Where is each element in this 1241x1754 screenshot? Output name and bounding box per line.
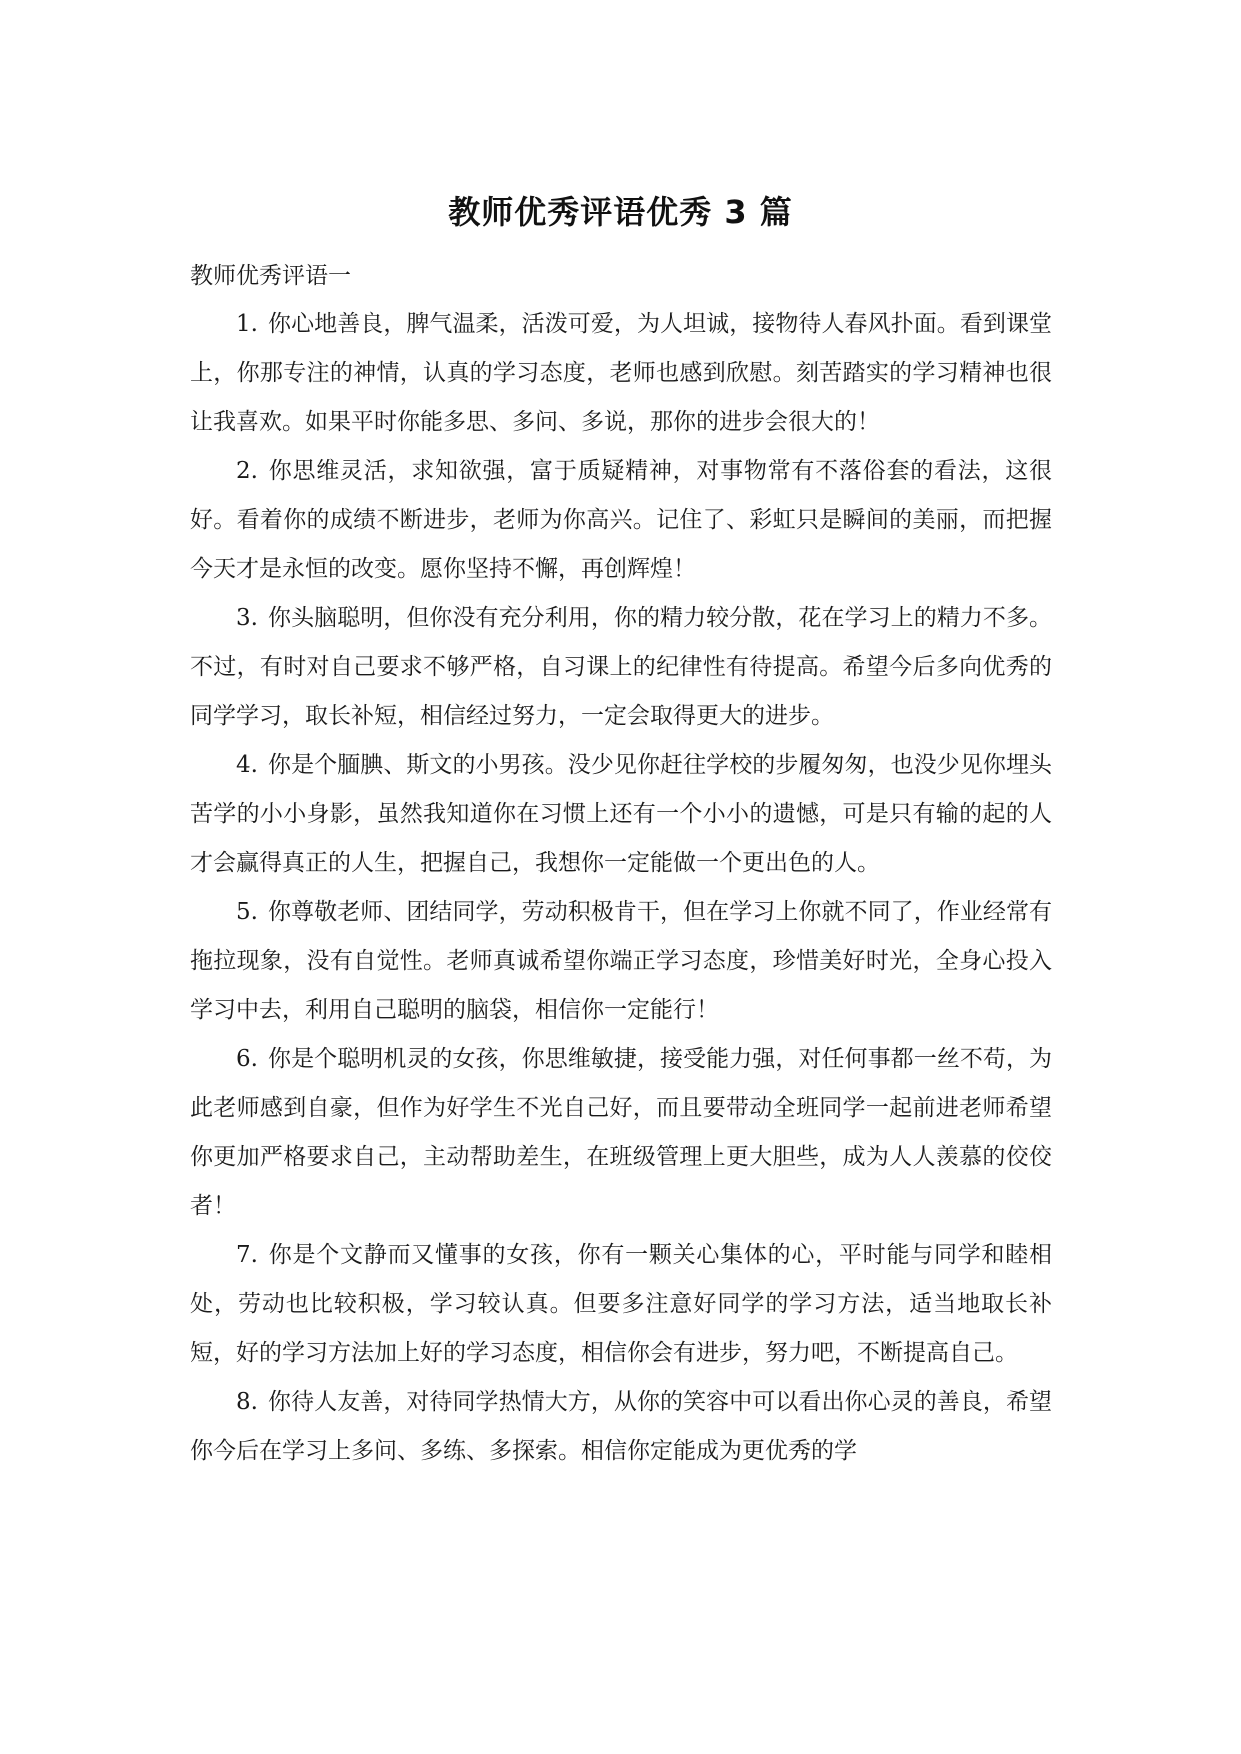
paragraph-number: 8.: [236, 1389, 258, 1415]
paragraph-number: 6.: [236, 1046, 258, 1072]
comment-paragraph: [190, 1378, 1052, 1476]
comment-paragraph: [190, 300, 1052, 447]
paragraph-text: 你尊敬老师、团结同学，劳动积极肯干，但在学习上你就不同了，作业经常有拖拉现象，没有自觉性。老师真诚希望你端正学习态度，珍惜美好时光，全身心投入学习中去，利用自己聪明的脑袋，相信你一定能行！: [190, 899, 1052, 1023]
paragraph-text: 你是个聪明机灵的女孩，你思维敏捷，接受能力强，对任何事都一丝不苟，为此老师感到自豪，但作为好学生不光自己好，而且要带动全班同学一起前进老师希望你更加严格要求自己，主动帮助差生，在班级管理上更大胆些，成为人人羡慕的佼佼者！: [190, 1046, 1052, 1219]
comment-paragraph: [190, 1231, 1052, 1378]
paragraph-number: 4.: [236, 752, 258, 778]
document-body: [190, 300, 1052, 1476]
paragraph-text: 你头脑聪明，但你没有充分利用，你的精力较分散，花在学习上的精力不多。不过，有时对自己要求不够严格，自习课上的纪律性有待提高。希望今后多向优秀的同学学习，取长补短，相信经过努力，一定会取得更大的进步。: [190, 605, 1052, 729]
comment-paragraph: [190, 447, 1052, 594]
paragraph-number: 2.: [236, 458, 258, 484]
paragraph-text: 你是个腼腆、斯文的小男孩。没少见你赶往学校的步履匆匆，也没少见你埋头苦学的小小身影，虽然我知道你在习惯上还有一个小小的遗憾，可是只有输的起的人才会赢得真正的人生，把握自己，我想你一定能做一个更出色的人。: [190, 752, 1052, 876]
paragraph-text: 你待人友善，对待同学热情大方，从你的笑容中可以看出你心灵的善良，希望你今后在学习上多问、多练、多探索。相信你定能成为更优秀的学: [190, 1389, 1052, 1464]
comment-paragraph: [190, 1035, 1052, 1231]
paragraph-text: 你是个文静而又懂事的女孩，你有一颗关心集体的心，平时能与同学和睦相处，劳动也比较积极，学习较认真。但要多注意好同学的学习方法，适当地取长补短，好的学习方法加上好的学习态度，相信你会有进步，努力吧，不断提高自己。: [190, 1242, 1052, 1366]
paragraph-text: 你思维灵活，求知欲强，富于质疑精神，对事物常有不落俗套的看法，这很好。看着你的成绩不断进步，老师为你高兴。记住了、彩虹只是瞬间的美丽，而把握今天才是永恒的改变。愿你坚持不懈，再创辉煌！: [190, 458, 1052, 582]
comment-paragraph: [190, 594, 1052, 741]
paragraph-number: 7.: [236, 1242, 258, 1268]
comment-paragraph: [190, 888, 1052, 1035]
paragraph-number: 5.: [236, 899, 258, 925]
paragraph-text: 你心地善良，脾气温柔，活泼可爱，为人坦诚，接物待人春风扑面。看到课堂上，你那专注的神情，认真的学习态度，老师也感到欣慰。刻苦踏实的学习精神也很让我喜欢。如果平时你能多思、多问、多说，那你的进步会很大的！: [190, 311, 1052, 435]
paragraph-number: 3.: [236, 605, 258, 631]
paragraph-number: 1.: [236, 311, 258, 337]
page-title: 教师优秀评语优秀 3 篇: [448, 193, 793, 231]
section-heading: 教师优秀评语一: [190, 263, 351, 289]
comment-paragraph: [190, 741, 1052, 888]
